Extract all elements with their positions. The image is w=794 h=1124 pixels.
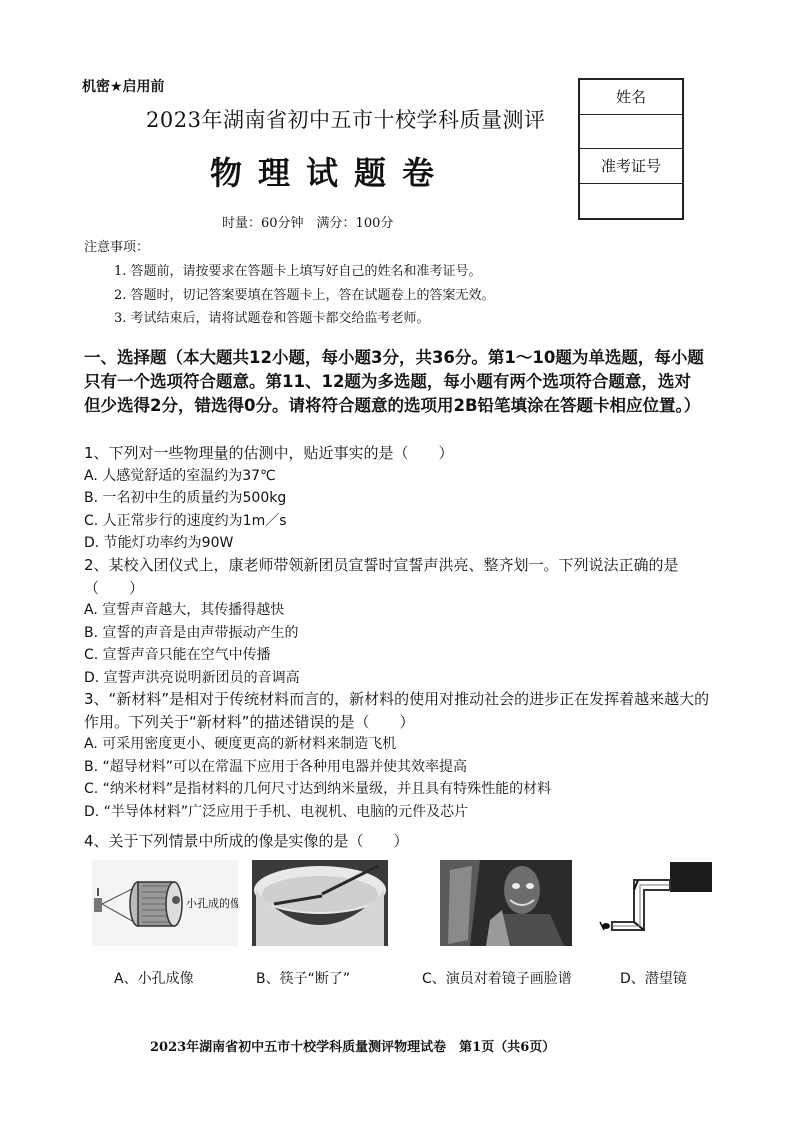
pinhole-image-label: 小孔成的像 — [186, 897, 238, 910]
option-d: D. 宣誓声洪亮说明新团员的音调高 — [84, 669, 300, 686]
figure-chopsticks — [252, 860, 388, 946]
option-c: C. 人正常步行的速度约为1m／s — [84, 512, 287, 529]
figure-periscope — [598, 860, 714, 946]
exam-title: 2023年湖南省初中五市十校学科质量测评 — [146, 108, 546, 132]
chopsticks-in-bowl-illustration — [252, 860, 388, 946]
option-d: D. 节能灯功率约为90W — [84, 535, 234, 551]
note-item: 2. 答题时，切记答案要填在答题卡上，答在试题卷上的答案无效。 — [114, 287, 495, 303]
name-label: 姓名 — [580, 80, 682, 115]
paper-title: 物理试题卷 — [210, 154, 451, 192]
candidate-info-box — [578, 78, 684, 220]
id-field[interactable] — [580, 184, 682, 219]
caption-a: A、小孔成像 — [114, 971, 194, 987]
figure-pinhole — [92, 860, 238, 946]
option-d: D. “半导体材料”广泛应用于手机、电视机、电脑的元件及芯片 — [84, 803, 469, 820]
notes-title: 注意事项： — [84, 240, 150, 255]
option-a: A. 可采用密度更小、硬度更高的新材料来制造飞机 — [84, 736, 397, 752]
note-item: 1. 答题前，请按要求在答题卡上填写好自己的姓名和准考证号。 — [114, 264, 482, 279]
time-score-info: 时量：60分钟 满分：100分 — [222, 216, 394, 231]
name-field[interactable] — [580, 115, 682, 150]
question-stem: 4、关于下列情景中所成的像是实像的是（ ） — [84, 832, 409, 850]
note-item: 3. 考试结束后，请将试题卷和答题卡都交给监考老师。 — [114, 311, 430, 326]
option-a: A. 人感觉舒适的室温约为37℃ — [84, 467, 276, 484]
notes-list — [114, 260, 495, 331]
section-heading: 一、选择题（本大题共12小题，每小题3分，共36分。第1～10题为单选题，每小题只有一个选项符合题意。第11、12题为多选题，每小题有两个选项符合题意，选对但少选得2分，错选得0分。请将符合题意的选项用2B铅笔填涂在答题卡相应位置。） — [84, 348, 704, 415]
option-b: B. 宣誓的声音是由声带振动产生的 — [84, 624, 299, 641]
option-b: B. “超导材料”可以在常温下应用于各种用电器并使其效率提高 — [84, 758, 468, 775]
option-b: B. 一名初中生的质量约为500kg — [84, 490, 287, 506]
question-stem: 3、“新材料”是相对于传统材料而言的，新材料的使用对推动社会的进步正在发挥着越来越大的作用。下列关于“新材料”的描述错误的是（ ） — [84, 690, 710, 731]
question-2 — [84, 554, 710, 689]
question-1 — [84, 442, 710, 555]
confidential-label: 机密★启用前 — [82, 79, 165, 95]
question-stem: 1、下列对一些物理量的估测中，贴近事实的是（ ） — [84, 444, 454, 462]
figure-actor-mirror — [440, 860, 572, 946]
caption-c: C、演员对着镜子画脸谱 — [422, 971, 572, 987]
actor-mirror-illustration — [440, 860, 572, 946]
question-stem: 2、某校入团仪式上，康老师带领新团员宣誓时宣誓声洪亮、整齐划一。下列说法正确的是（ ） — [84, 556, 679, 597]
caption-d: D、潜望镜 — [620, 971, 687, 987]
page-footer: 2023年湖南省初中五市十校学科质量测评物理试卷 第1页（共6页） — [150, 1040, 556, 1055]
periscope-illustration — [598, 860, 714, 946]
option-c: C. 宣誓声音只能在空气中传播 — [84, 647, 271, 663]
question-4 — [84, 830, 710, 853]
caption-b: B、筷子“断了” — [256, 971, 351, 987]
question-3 — [84, 688, 710, 823]
id-label: 准考证号 — [580, 149, 682, 184]
option-c: C. “纳米材料”是指材料的几何尺寸达到纳米量级，并且具有特殊性能的材料 — [84, 781, 552, 797]
option-a: A. 宣誓声音越大，其传播得越快 — [84, 602, 285, 618]
pinhole-camera-illustration — [92, 860, 238, 946]
